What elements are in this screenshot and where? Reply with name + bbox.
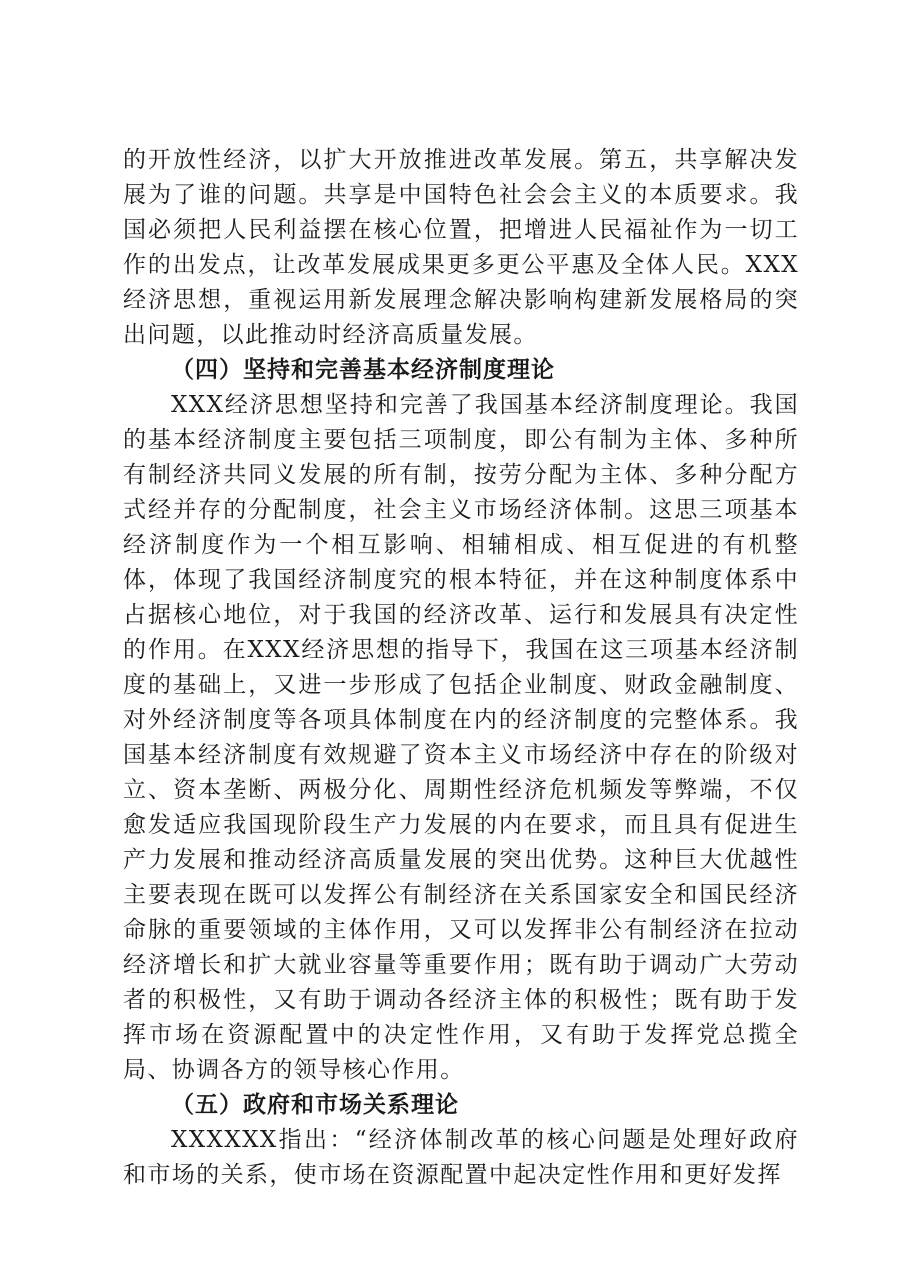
paragraph-basic-economic-system: XXX经济思想坚持和完善了我国基本经济制度理论。我国的基本经济制度主要包括三项制度，即公有制为主体、多种所有制经济共同义发展的所有制，按劳分配为主体、多种分配方式经并存的分配制度，社会主义市场经济体制。这思三项基本经济制度作为一个相互影响、相辅相成、相互促进的有机整体，体现了我国经济制度究的根本特征，并在这种制度体系中占据核心地位，对于我国的经济改革、运行和发展具有决定性的作用。在XXX经济思想的指导下，我国在这三项基本经济制度的基础上，又进一步形成了包括企业制度、财政金融制度、对外经济制度等各项具体制度在内的经济制度的完整体系。我国基本经济制度有效规避了资本主义市场经济中存在的阶级对立、资本垄断、两极分化、周期性经济危机频发等弊端，不仅愈发适应我国现阶段生产力发展的内在要求，而且具有促进生产力发展和推动经济高质量发展的突出优势。这种巨大优越性主要表现在既可以发挥公有制经济在关系国家安全和国民经济命脉的重要领域的主体作用，又可以发挥非公有制经济在拉动经济增长和扩大就业容量等重要作用；既有助于调动广大劳动者的积极性，又有助于调动各经济主体的积极性；既有助于发挥市场在资源配置中的决定性作用，又有助于发挥党总揽全局、协调各方的领导核心作用。 xyxy=(123,392,799,1083)
document-body xyxy=(123,143,799,1193)
paragraph-government-market: XXXXXX指出：“经济体制改革的核心问题是处理好政府和市场的关系，使市场在资源配置中起决定性作用和更好发挥 xyxy=(123,1127,799,1188)
paragraph-shared-development: 的开放性经济，以扩大开放推进改革发展。第五，共享解决发展为了谁的问题。共享是中国特色社会会主义的本质要求。我国必须把人民利益摆在核心位置，把增进人民福祉作为一切工作的出发点，让改革发展成果更多更公平惠及全体人民。XXX经济思想，重视运用新发展理念解决影响构建新发展格局的突出问题，以此推动时经济高质量发展。 xyxy=(123,147,799,348)
section-heading-government-market: （五）政府和市场关系理论 xyxy=(171,1092,459,1118)
section-heading-basic-economic-system: （四）坚持和完善基本经济制度理论 xyxy=(171,357,555,383)
